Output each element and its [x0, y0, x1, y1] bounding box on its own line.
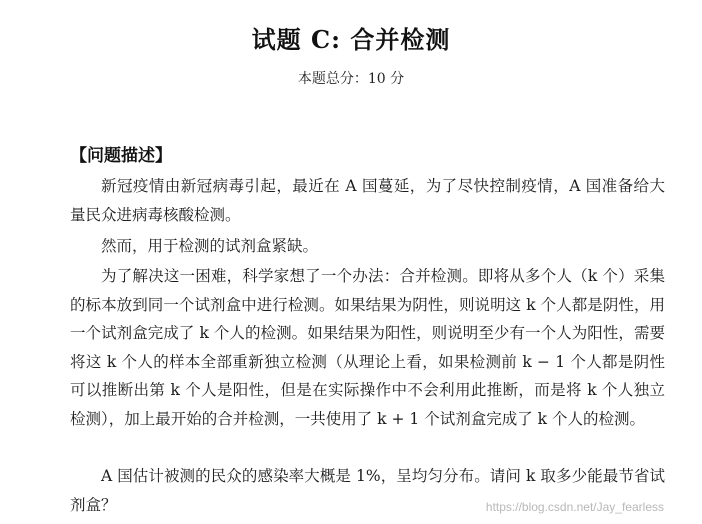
- problem-score: 本题总分：10 分: [297, 71, 405, 87]
- section-heading: 【问题描述】: [70, 146, 172, 166]
- paragraph-intro: 新冠疫情由新冠病毒引起，最近在 A 国蔓延，为了尽快控制疫情，A 国准备给大量民众进病毒核酸检测。: [70, 177, 665, 224]
- paragraph-shortage: 然而，用于检测的试剂盒紧缺。: [101, 237, 319, 255]
- watermark-text: https://blog.csdn.net/Jay_fearless: [485, 500, 664, 514]
- paragraph-method: 为了解决这一困难，科学家想了一个办法：合并检测。即将从多个人（k 个）采集的标本放到同一个试剂盒中进行检测。如果结果为阴性，则说明这 k 个人都是阴性，用一个试剂盒完成了 k 个人的检测。如果结果为阳性，则说明至少有一个人为阳性，需要将这 k 个人的样本全部重新独立检测（从理论上看，如果检测前 k − 1 个人都是阴性可以推断出第 k 个人是阳性，但是在实际操作中不会利用此推断，而是将 k 个人独立检测），加上最开始的合并检测，一共使用了 k + 1 个试剂盒完成了 k 个人的检测。: [70, 267, 665, 428]
- paragraph-question: A 国估计被测的民众的感染率大概是 1%，呈均匀分布。请问 k 取多少能最节省试剂盒？: [70, 467, 665, 514]
- problem-title: 试题 C: 合并检测: [251, 25, 451, 54]
